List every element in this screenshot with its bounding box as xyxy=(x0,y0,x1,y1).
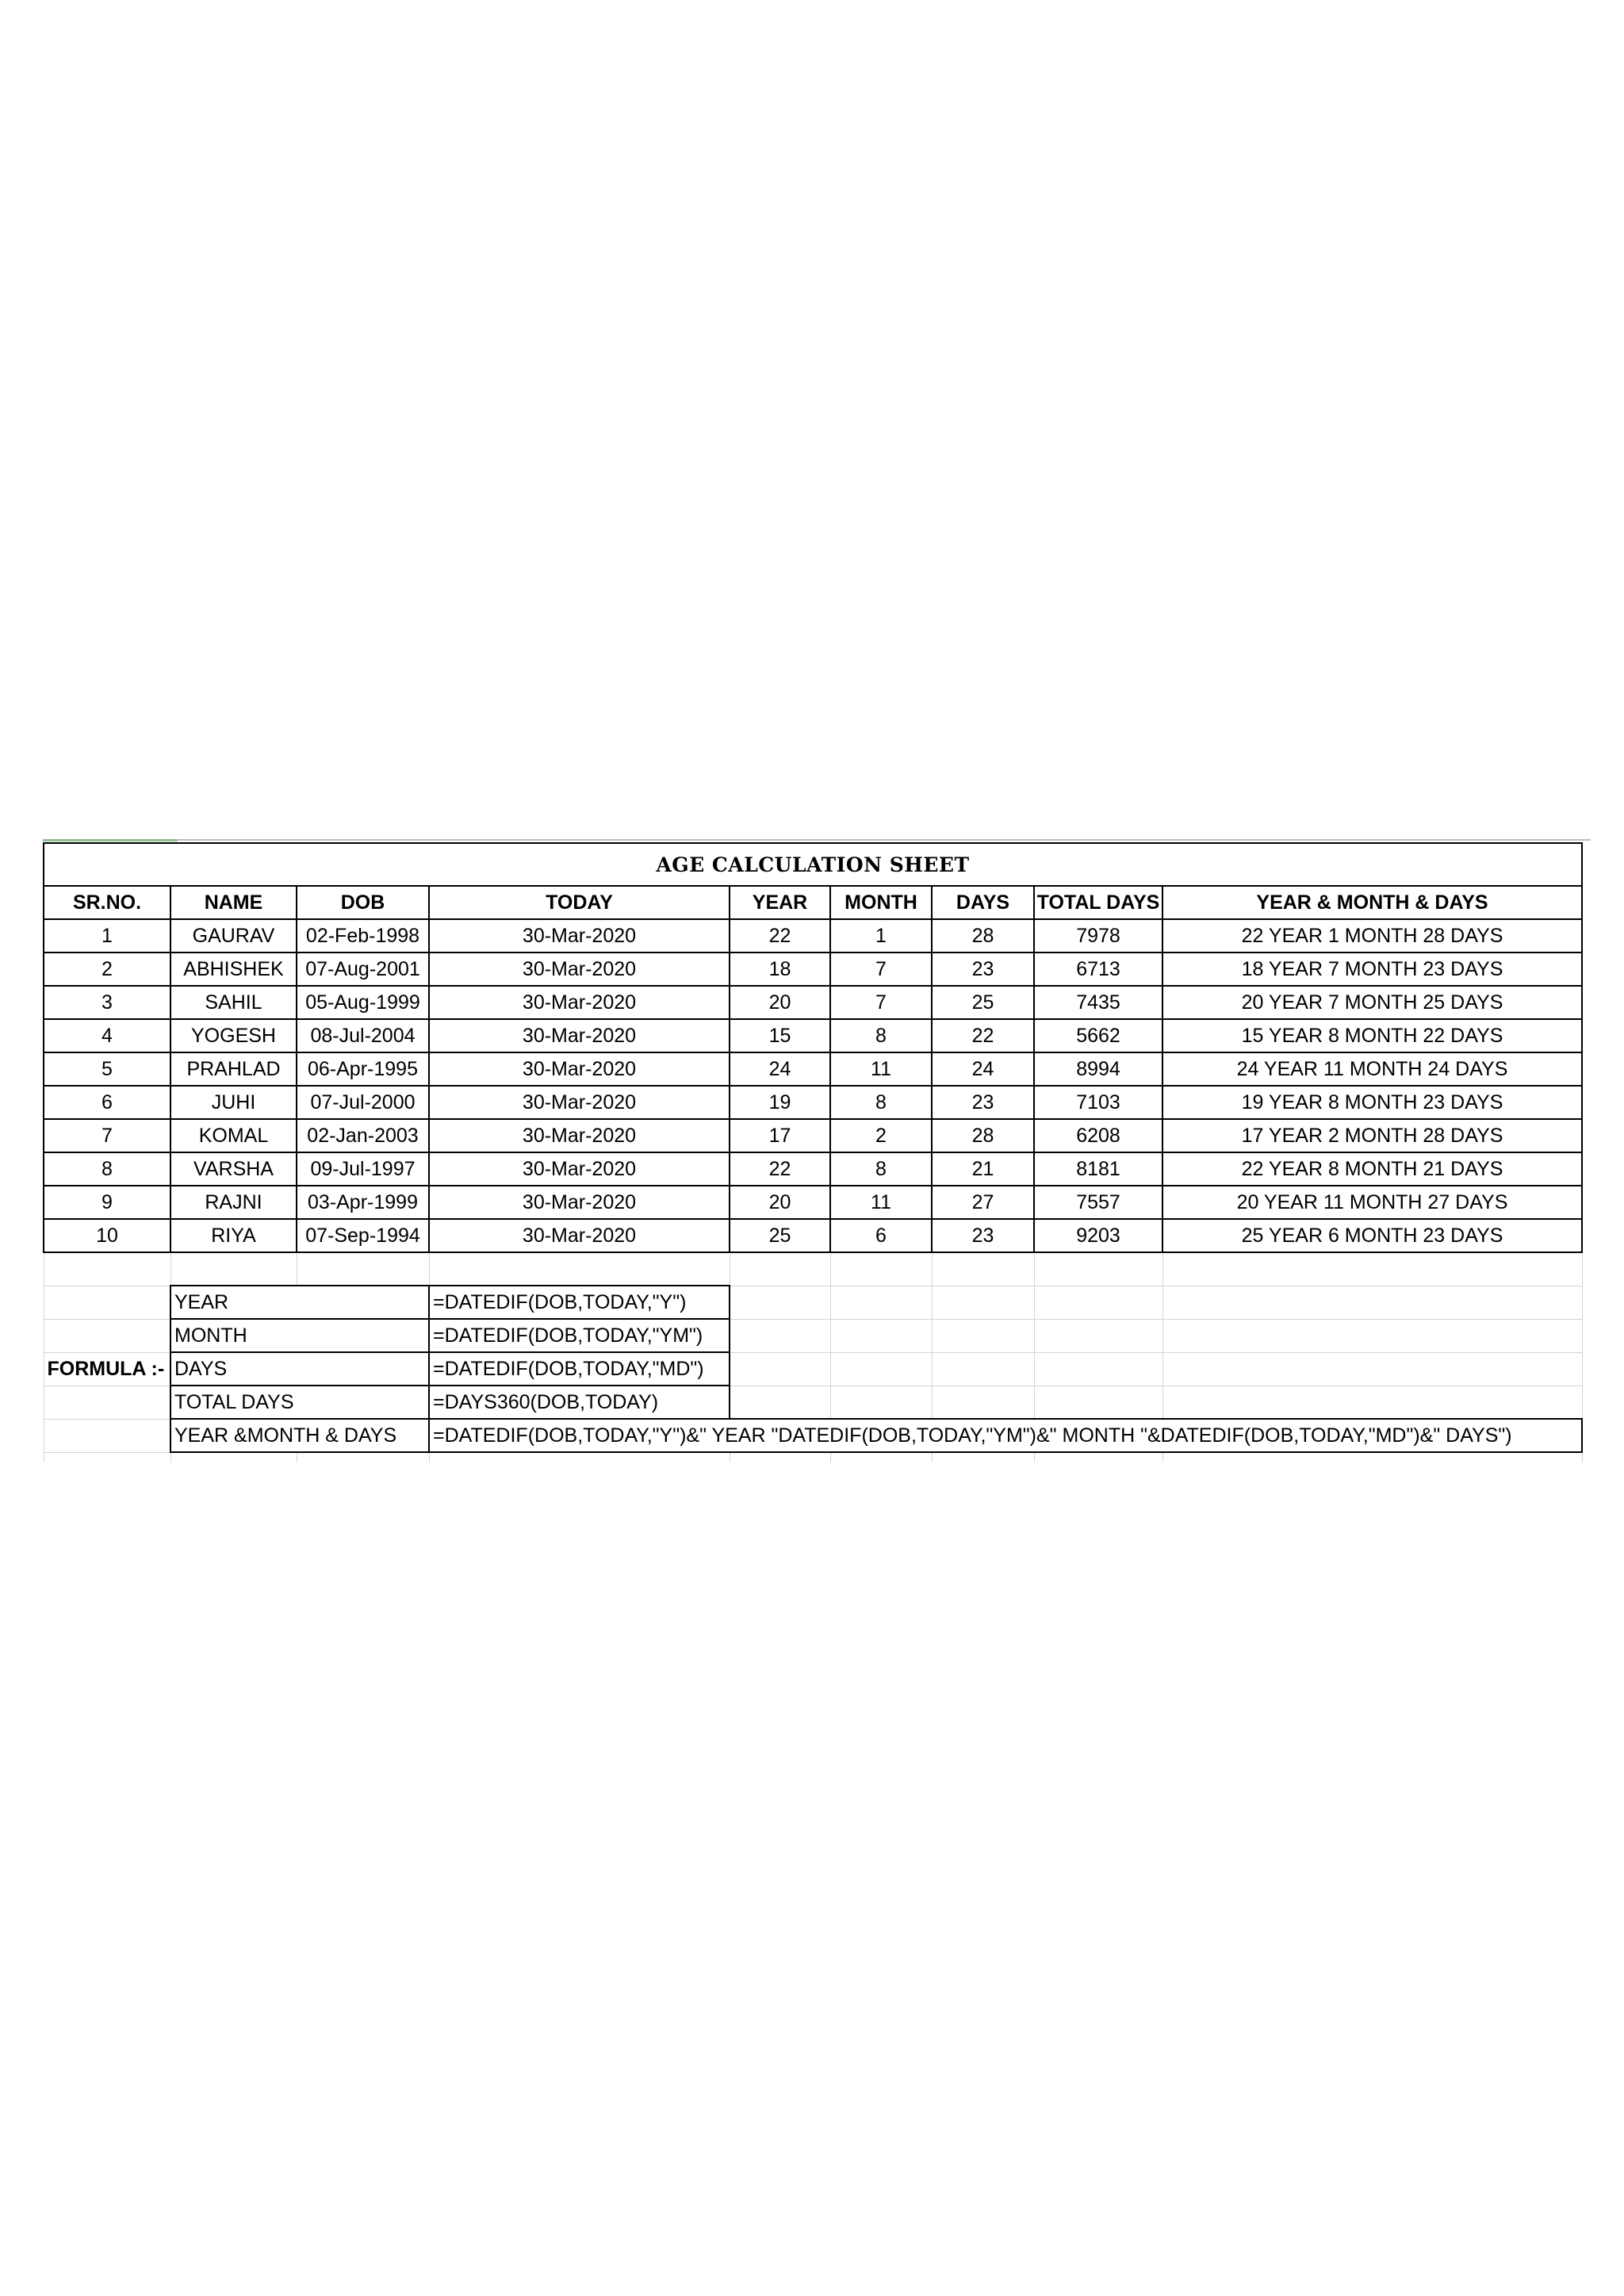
cell-days[interactable]: 23 xyxy=(932,1086,1034,1119)
header-srno[interactable]: SR.NO. xyxy=(44,886,170,919)
formula-name[interactable]: TOTAL DAYS xyxy=(170,1386,429,1419)
cell-year-month-days[interactable]: 22 YEAR 8 MONTH 21 DAYS xyxy=(1162,1152,1582,1186)
cell-days[interactable]: 22 xyxy=(932,1019,1034,1052)
formula-label[interactable]: FORMULA :- xyxy=(44,1352,170,1386)
cell-month[interactable]: 8 xyxy=(830,1152,932,1186)
empty-cell[interactable] xyxy=(44,1286,170,1319)
empty-cell[interactable] xyxy=(1162,1286,1582,1319)
cell-total-days[interactable]: 8994 xyxy=(1034,1052,1162,1086)
empty-cell[interactable] xyxy=(730,1386,830,1419)
cell-total-days[interactable]: 6713 xyxy=(1034,953,1162,986)
cell-total-days[interactable]: 7435 xyxy=(1034,986,1162,1019)
table-row xyxy=(44,1086,1582,1119)
header-dob[interactable]: DOB xyxy=(297,886,429,919)
cell-today[interactable]: 30-Mar-2020 xyxy=(429,1019,730,1052)
formula-row xyxy=(44,1352,1582,1386)
cell-year[interactable]: 15 xyxy=(730,1019,830,1052)
empty-cell[interactable] xyxy=(932,1452,1034,1462)
age-table xyxy=(43,842,1583,1462)
table-row xyxy=(44,1186,1582,1219)
empty-cell[interactable] xyxy=(1034,1386,1162,1419)
empty-cell[interactable] xyxy=(1034,1452,1162,1462)
header-name[interactable]: NAME xyxy=(170,886,297,919)
cell-srno[interactable]: 10 xyxy=(44,1219,170,1252)
table-row xyxy=(44,919,1582,953)
empty-cell[interactable] xyxy=(44,1319,170,1352)
cell-dob[interactable]: 06-Apr-1995 xyxy=(297,1052,429,1086)
empty-cell[interactable] xyxy=(1034,1252,1162,1286)
cell-name[interactable]: KOMAL xyxy=(170,1119,297,1152)
empty-cell[interactable] xyxy=(1162,1386,1582,1419)
cell-year[interactable]: 20 xyxy=(730,1186,830,1219)
cell-dob[interactable]: 02-Jan-2003 xyxy=(297,1119,429,1152)
formula-expression[interactable]: =DATEDIF(DOB,TODAY,"Y") xyxy=(429,1286,730,1319)
formula-expression[interactable]: =DATEDIF(DOB,TODAY,"YM") xyxy=(429,1319,730,1352)
empty-row xyxy=(44,1452,1582,1462)
cell-year-month-days[interactable]: 22 YEAR 1 MONTH 28 DAYS xyxy=(1162,919,1582,953)
empty-cell[interactable] xyxy=(730,1286,830,1319)
cell-today[interactable]: 30-Mar-2020 xyxy=(429,1186,730,1219)
cell-srno[interactable]: 6 xyxy=(44,1086,170,1119)
cell-srno[interactable]: 9 xyxy=(44,1186,170,1219)
empty-cell[interactable] xyxy=(730,1319,830,1352)
cell-month[interactable]: 7 xyxy=(830,986,932,1019)
cell-name[interactable]: VARSHA xyxy=(170,1152,297,1186)
cell-dob[interactable]: 07-Jul-2000 xyxy=(297,1086,429,1119)
table-row xyxy=(44,1052,1582,1086)
cell-year[interactable]: 24 xyxy=(730,1052,830,1086)
cell-year-month-days[interactable]: 20 YEAR 11 MONTH 27 DAYS xyxy=(1162,1186,1582,1219)
empty-cell[interactable] xyxy=(1034,1319,1162,1352)
header-row xyxy=(44,886,1582,919)
cell-dob[interactable]: 07-Sep-1994 xyxy=(297,1219,429,1252)
formula-row xyxy=(44,1419,1582,1452)
cell-month[interactable]: 8 xyxy=(830,1086,932,1119)
empty-cell[interactable] xyxy=(830,1252,932,1286)
title-row xyxy=(44,843,1582,886)
cell-month[interactable]: 1 xyxy=(830,919,932,953)
cell-name[interactable]: ABHISHEK xyxy=(170,953,297,986)
cell-year[interactable]: 18 xyxy=(730,953,830,986)
cell-total-days[interactable]: 5662 xyxy=(1034,1019,1162,1052)
cell-total-days[interactable]: 7557 xyxy=(1034,1186,1162,1219)
empty-cell[interactable] xyxy=(730,1252,830,1286)
cell-name[interactable]: GAURAV xyxy=(170,919,297,953)
cell-days[interactable]: 28 xyxy=(932,919,1034,953)
empty-cell[interactable] xyxy=(1162,1252,1582,1286)
empty-cell[interactable] xyxy=(1162,1352,1582,1386)
grid-topline xyxy=(43,839,1591,841)
empty-cell[interactable] xyxy=(429,1452,730,1462)
cell-total-days[interactable]: 7978 xyxy=(1034,919,1162,953)
cell-name[interactable]: JUHI xyxy=(170,1086,297,1119)
empty-cell[interactable] xyxy=(170,1252,297,1286)
empty-cell[interactable] xyxy=(830,1386,932,1419)
cell-days[interactable]: 25 xyxy=(932,986,1034,1019)
formula-name[interactable]: YEAR &MONTH & DAYS xyxy=(170,1419,429,1452)
empty-cell[interactable] xyxy=(44,1419,170,1452)
cell-srno[interactable]: 5 xyxy=(44,1052,170,1086)
cell-name[interactable]: YOGESH xyxy=(170,1019,297,1052)
cell-name[interactable]: RAJNI xyxy=(170,1186,297,1219)
empty-cell[interactable] xyxy=(44,1386,170,1419)
cell-year-month-days[interactable]: 24 YEAR 11 MONTH 24 DAYS xyxy=(1162,1052,1582,1086)
cell-today[interactable]: 30-Mar-2020 xyxy=(429,1119,730,1152)
cell-year[interactable]: 17 xyxy=(730,1119,830,1152)
cell-srno[interactable]: 3 xyxy=(44,986,170,1019)
cell-year[interactable]: 22 xyxy=(730,1152,830,1186)
empty-cell[interactable] xyxy=(730,1352,830,1386)
empty-cell[interactable] xyxy=(730,1452,830,1462)
cell-total-days[interactable]: 9203 xyxy=(1034,1219,1162,1252)
empty-cell[interactable] xyxy=(830,1452,932,1462)
cell-srno[interactable]: 7 xyxy=(44,1119,170,1152)
cell-srno[interactable]: 4 xyxy=(44,1019,170,1052)
cell-month[interactable]: 7 xyxy=(830,953,932,986)
cell-total-days[interactable]: 8181 xyxy=(1034,1152,1162,1186)
cell-days[interactable]: 23 xyxy=(932,953,1034,986)
cell-year[interactable]: 25 xyxy=(730,1219,830,1252)
formula-row xyxy=(44,1286,1582,1319)
cell-days[interactable]: 21 xyxy=(932,1152,1034,1186)
cell-srno[interactable]: 1 xyxy=(44,919,170,953)
cell-year-month-days[interactable]: 25 YEAR 6 MONTH 23 DAYS xyxy=(1162,1219,1582,1252)
empty-cell[interactable] xyxy=(44,1252,170,1286)
empty-cell[interactable] xyxy=(297,1252,429,1286)
header-total-days[interactable]: TOTAL DAYS xyxy=(1034,886,1162,919)
empty-cell[interactable] xyxy=(1162,1452,1582,1462)
empty-row xyxy=(44,1252,1582,1286)
empty-cell[interactable] xyxy=(932,1286,1034,1319)
formula-name[interactable]: DAYS xyxy=(170,1352,429,1386)
formula-row xyxy=(44,1319,1582,1352)
cell-name[interactable]: PRAHLAD xyxy=(170,1052,297,1086)
sheet-title[interactable]: AGE CALCULATION SHEET xyxy=(44,843,1582,886)
header-days[interactable]: DAYS xyxy=(932,886,1034,919)
cell-month[interactable]: 11 xyxy=(830,1052,932,1086)
empty-cell[interactable] xyxy=(1034,1286,1162,1319)
empty-cell[interactable] xyxy=(830,1319,932,1352)
empty-cell[interactable] xyxy=(932,1386,1034,1419)
empty-cell[interactable] xyxy=(44,1452,170,1462)
cell-srno[interactable]: 2 xyxy=(44,953,170,986)
cell-dob[interactable]: 09-Jul-1997 xyxy=(297,1152,429,1186)
empty-cell[interactable] xyxy=(830,1286,932,1319)
empty-cell[interactable] xyxy=(932,1352,1034,1386)
formula-row xyxy=(44,1386,1582,1419)
cell-srno[interactable]: 8 xyxy=(44,1152,170,1186)
header-today[interactable]: TODAY xyxy=(429,886,730,919)
cell-today[interactable]: 30-Mar-2020 xyxy=(429,1152,730,1186)
cell-today[interactable]: 30-Mar-2020 xyxy=(429,1219,730,1252)
cell-month[interactable]: 6 xyxy=(830,1219,932,1252)
cell-today[interactable]: 30-Mar-2020 xyxy=(429,919,730,953)
cell-name[interactable]: SAHIL xyxy=(170,986,297,1019)
cell-today[interactable]: 30-Mar-2020 xyxy=(429,1086,730,1119)
cell-today[interactable]: 30-Mar-2020 xyxy=(429,953,730,986)
empty-cell[interactable] xyxy=(932,1319,1034,1352)
cell-total-days[interactable]: 6208 xyxy=(1034,1119,1162,1152)
empty-cell[interactable] xyxy=(830,1352,932,1386)
formula-expression[interactable]: =DAYS360(DOB,TODAY) xyxy=(429,1386,730,1419)
cell-days[interactable]: 27 xyxy=(932,1186,1034,1219)
header-year-month-days[interactable]: YEAR & MONTH & DAYS xyxy=(1162,886,1582,919)
cell-month[interactable]: 8 xyxy=(830,1019,932,1052)
cell-dob[interactable]: 05-Aug-1999 xyxy=(297,986,429,1019)
cell-year-month-days[interactable]: 17 YEAR 2 MONTH 28 DAYS xyxy=(1162,1119,1582,1152)
empty-cell[interactable] xyxy=(297,1452,429,1462)
empty-cell[interactable] xyxy=(1034,1352,1162,1386)
cell-year[interactable]: 19 xyxy=(730,1086,830,1119)
cell-name[interactable]: RIYA xyxy=(170,1219,297,1252)
cell-month[interactable]: 2 xyxy=(830,1119,932,1152)
cell-year-month-days[interactable]: 20 YEAR 7 MONTH 25 DAYS xyxy=(1162,986,1582,1019)
empty-cell[interactable] xyxy=(932,1252,1034,1286)
cell-dob[interactable]: 08-Jul-2004 xyxy=(297,1019,429,1052)
cell-dob[interactable]: 07-Aug-2001 xyxy=(297,953,429,986)
cell-year-month-days[interactable]: 19 YEAR 8 MONTH 23 DAYS xyxy=(1162,1086,1582,1119)
cell-days[interactable]: 23 xyxy=(932,1219,1034,1252)
table-row xyxy=(44,986,1582,1019)
empty-cell[interactable] xyxy=(429,1252,730,1286)
cell-dob[interactable]: 03-Apr-1999 xyxy=(297,1186,429,1219)
cell-today[interactable]: 30-Mar-2020 xyxy=(429,986,730,1019)
formula-name[interactable]: MONTH xyxy=(170,1319,429,1352)
cell-month[interactable]: 11 xyxy=(830,1186,932,1219)
cell-days[interactable]: 24 xyxy=(932,1052,1034,1086)
cell-today[interactable]: 30-Mar-2020 xyxy=(429,1052,730,1086)
formula-expression[interactable]: =DATEDIF(DOB,TODAY,"Y")&" YEAR "DATEDIF(DOB,TODAY,"YM")&" MONTH "&DATEDIF(DOB,TODAY,"MD")&" DAYS") xyxy=(429,1419,1582,1452)
cell-total-days[interactable]: 7103 xyxy=(1034,1086,1162,1119)
header-year[interactable]: YEAR xyxy=(730,886,830,919)
header-month[interactable]: MONTH xyxy=(830,886,932,919)
formula-expression[interactable]: =DATEDIF(DOB,TODAY,"MD") xyxy=(429,1352,730,1386)
cell-dob[interactable]: 02-Feb-1998 xyxy=(297,919,429,953)
cell-year-month-days[interactable]: 15 YEAR 8 MONTH 22 DAYS xyxy=(1162,1019,1582,1052)
empty-cell[interactable] xyxy=(1162,1319,1582,1352)
table-row xyxy=(44,1119,1582,1152)
table-row xyxy=(44,953,1582,986)
cell-year[interactable]: 20 xyxy=(730,986,830,1019)
cell-year-month-days[interactable]: 18 YEAR 7 MONTH 23 DAYS xyxy=(1162,953,1582,986)
formula-name[interactable]: YEAR xyxy=(170,1286,429,1319)
active-cell-indicator xyxy=(43,839,178,841)
cell-days[interactable]: 28 xyxy=(932,1119,1034,1152)
table-row xyxy=(44,1152,1582,1186)
table-row xyxy=(44,1019,1582,1052)
cell-year[interactable]: 22 xyxy=(730,919,830,953)
empty-cell[interactable] xyxy=(170,1452,297,1462)
table-row xyxy=(44,1219,1582,1252)
